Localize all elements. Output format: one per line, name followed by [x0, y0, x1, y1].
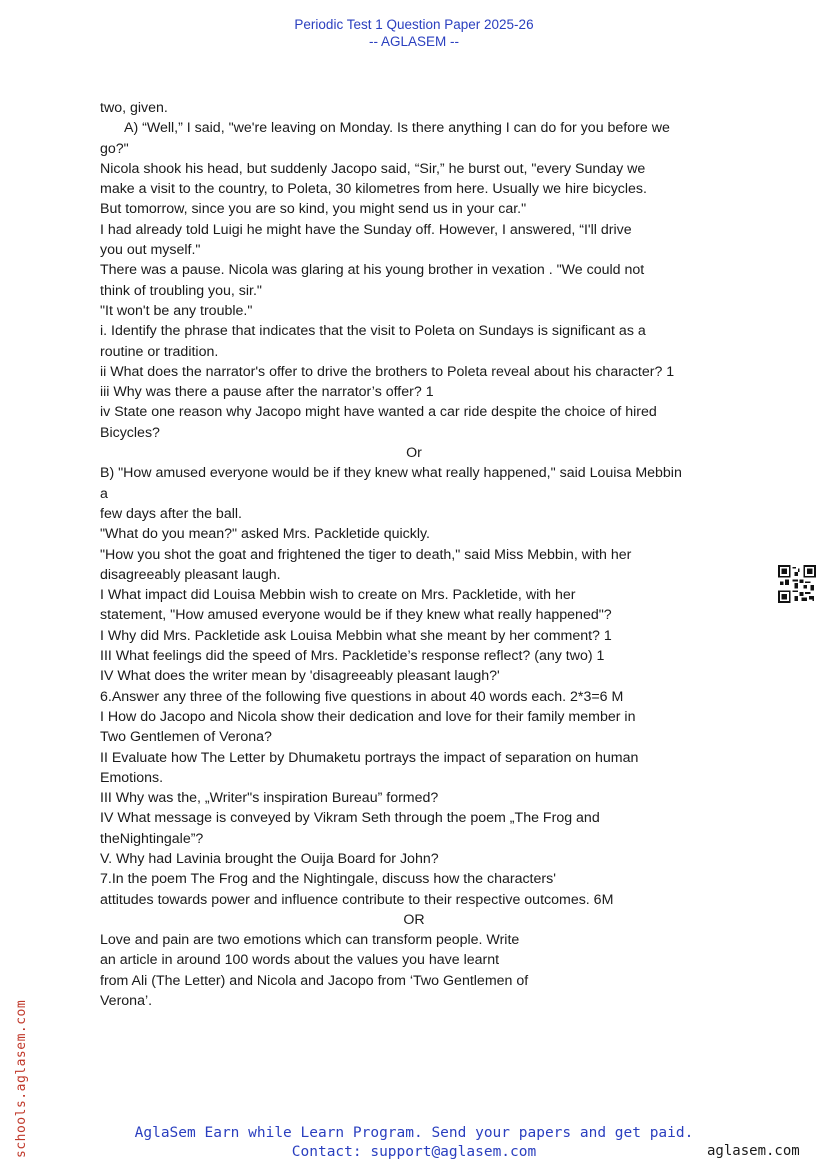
text-line: Verona’. — [100, 993, 153, 1010]
text-line: iv State one reason why Jacopo might have wanted a car ride despite the choice of hired — [100, 404, 657, 421]
text-line: Love and pain are two emotions which can transform people. Write — [100, 932, 520, 949]
corner-url[interactable]: aglasem.com — [707, 1143, 800, 1159]
text-line: Emotions. — [100, 769, 164, 786]
header-title: Periodic Test 1 Question Paper 2025-26 — [294, 17, 534, 32]
side-watermark-url[interactable]: schools.aglasem.com — [14, 999, 29, 1158]
header-brand: -- AGLASEM -- — [368, 34, 459, 49]
text-line: Two Gentlemen of Verona? — [100, 729, 272, 746]
qr-code-icon[interactable] — [778, 565, 816, 603]
text-line: disagreeably pleasant laugh. — [100, 566, 281, 583]
text-line: i. Identify the phrase that indicates that the visit to Poleta on Sundays is significant as a — [100, 323, 646, 340]
text-line: routine or tradition. — [100, 343, 219, 360]
footer-promo: AglaSem Earn while Learn Program. Send your papers and get paid. — [134, 1125, 694, 1141]
text-line: a — [100, 485, 108, 502]
text-line: "It won't be any trouble." — [100, 302, 253, 319]
text-line: 6.Answer any three of the following five questions in about 40 words each. 2*3=6 M — [100, 688, 624, 705]
text-line: go?" — [100, 140, 129, 157]
text-line: from Ali (The Letter) and Nicola and Jacopo from ‘Two Gentlemen of — [100, 972, 529, 989]
text-line: "What do you mean?" asked Mrs. Packletide quickly. — [100, 526, 430, 543]
text-line: think of troubling you, sir." — [100, 282, 262, 299]
text-line: II Evaluate how The Letter by Dhumaketu portrays the impact of separation on human — [100, 749, 639, 766]
text-line: ii What does the narrator's offer to drive the brothers to Poleta reveal about his character? 1 — [100, 363, 675, 380]
text-line: III Why was the, „Writer"s inspiration Bureau” formed? — [100, 790, 439, 807]
text-line: I How do Jacopo and Nicola show their dedication and love for their family member in — [100, 708, 636, 725]
text-line: I had already told Luigi he might have the Sunday off. However, I answered, “I'll drive — [100, 221, 632, 238]
question-text — [100, 98, 740, 1011]
text-line: you out myself." — [100, 242, 201, 259]
text-line: 7.In the poem The Frog and the Nightingale, discuss how the characters' — [100, 871, 556, 888]
text-line: IV What does the writer mean by 'disagreeably pleasant laugh?' — [100, 668, 500, 685]
text-line: statement, "How amused everyone would be if they knew what really happened"? — [100, 607, 612, 624]
page-header — [0, 16, 828, 50]
text-line: "How you shot the goat and frightened the tiger to death," said Miss Mebbin, with her — [100, 546, 632, 563]
text-line: IV What message is conveyed by Vikram Seth through the poem „The Frog and — [100, 810, 600, 827]
text-line: few days after the ball. — [100, 505, 242, 522]
text-line: Or — [406, 445, 422, 462]
text-line: But tomorrow, since you are so kind, you might send us in your car." — [100, 201, 527, 218]
text-line: III What feelings did the speed of Mrs. Packletide’s response reflect? (any two) 1 — [100, 648, 605, 665]
text-line: V. Why had Lavinia brought the Ouija Board for John? — [100, 850, 439, 867]
text-line: make a visit to the country, to Poleta, 30 kilometres from here. Usually we hire bicycles. — [100, 181, 647, 198]
text-line: Bicycles? — [100, 424, 160, 441]
text-line: theNightingale”? — [100, 830, 204, 847]
text-line: I What impact did Louisa Mebbin wish to create on Mrs. Packletide, with her — [100, 587, 576, 604]
text-line: iii Why was there a pause after the narrator’s offer? 1 — [100, 384, 434, 401]
text-line: A) “Well,” I said, "we're leaving on Monday. Is there anything I can do for you before we — [124, 120, 670, 137]
footer-contact[interactable]: Contact: support@aglasem.com — [291, 1144, 537, 1160]
text-line: attitudes towards power and influence contribute to their respective outcomes. 6M — [100, 891, 614, 908]
text-line: There was a pause. Nicola was glaring at his young brother in vexation . "We could not — [100, 262, 645, 279]
text-line: OR — [403, 911, 425, 928]
text-line: I Why did Mrs. Packletide ask Louisa Mebbin what she meant by her comment? 1 — [100, 627, 612, 644]
text-line: Nicola shook his head, but suddenly Jacopo said, “Sir,” he burst out, "every Sunday we — [100, 160, 646, 177]
footer — [0, 1124, 828, 1162]
text-line: two, given. — [100, 100, 168, 116]
text-line: B) "How amused everyone would be if they knew what really happened," said Louisa Mebbin — [100, 465, 682, 482]
text-line: an article in around 100 words about the values you have learnt — [100, 952, 500, 969]
